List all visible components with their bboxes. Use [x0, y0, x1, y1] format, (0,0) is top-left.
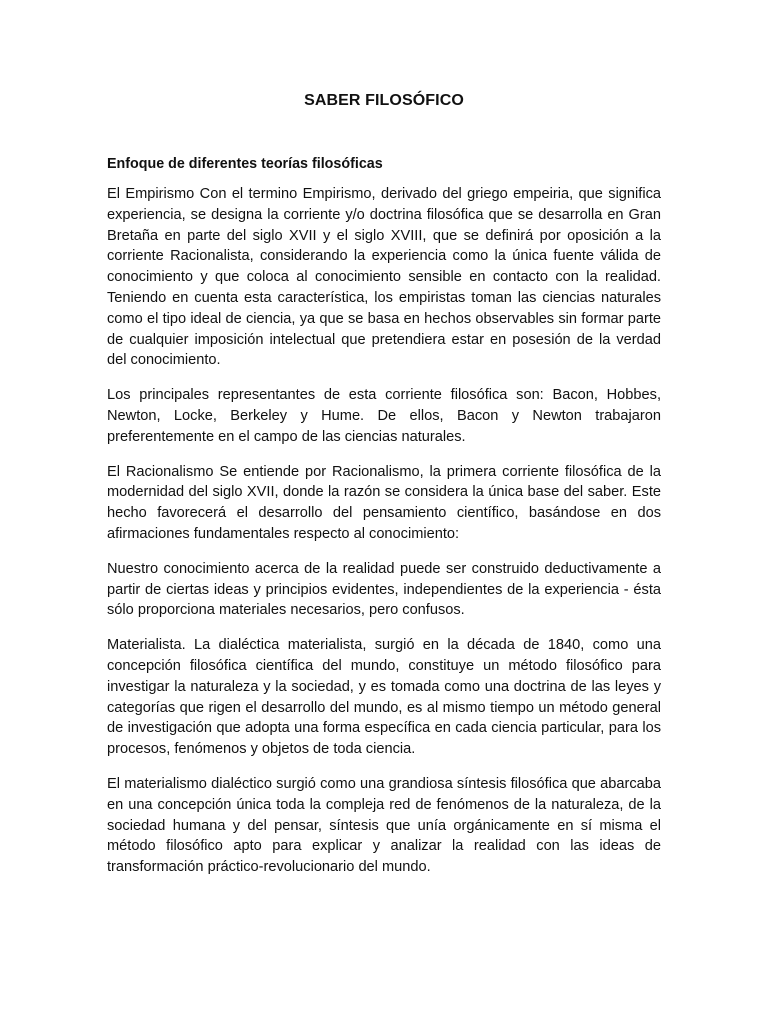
paragraph-racionalismo: El Racionalismo Se entiende por Racionalismo, la primera corriente filosófica de la modernidad del siglo XVII, donde la razón se considera la única base del saber. Este hecho favorecerá el desarrollo del pensamiento científico, basándose en dos afirmaciones fundamentales respecto al conocimiento: — [107, 463, 661, 542]
paragraph-conocimiento: Nuestro conocimiento acerca de la realidad puede ser construido deductivamente a partir de ciertas ideas y principios evidentes, independientes de la experiencia - ésta sólo proporciona materiales necesarios, pero confusos. — [107, 560, 661, 619]
document-body — [107, 155, 661, 892]
paragraph-materialista: Materialista. La dialéctica materialista, surgió en la década de 1840, como una concepción filosófica científica del mundo, constituye un método filosófico para investigar la naturaleza y la sociedad, y es tomada como una doctrina de las leyes y categorías que rigen el desarrollo del mundo, es al mismo tiempo un método general de investigación que adopta una forma específica en cada ciencia particular, para los procesos, fenómenos y objetos de toda ciencia. — [107, 637, 661, 758]
paragraph-materialismo-dialectico: El materialismo dialéctico surgió como una grandiosa síntesis filosófica que abarcaba en una concepción única toda la compleja red de fenómenos de la naturaleza, de la sociedad humana y del pensar, síntesis que unía orgánicamente en sí misma el método filosófico apto para explicar y analizar la realidad con las ideas de transformación práctico-revolucionario del mundo. — [107, 775, 661, 876]
section-subtitle: Enfoque de diferentes teorías filosóficas — [107, 156, 383, 172]
paragraph-empirismo: El Empirismo Con el termino Empirismo, derivado del griego empeiria, que significa experiencia, se designa la corriente y/o doctrina filosófica que se desarrolla en Gran Bretaña en parte del siglo XVII y el siglo XVIII, que se definirá por oposición a la corriente Racionalista, considerando la experiencia como la única fuente válida de conocimiento y que coloca al conocimiento sensible en contacto con la realidad. Teniendo en cuenta esta característica, los empiristas toman las ciencias naturales como el tipo ideal de ciencia, ya que se basa en hechos observables sin formar parte de cualquier imposición intelectual que pretendiera estar en posesión de la verdad del conocimiento. — [107, 186, 661, 369]
page-title: SABER FILOSÓFICO — [304, 92, 464, 109]
paragraph-representantes: Los principales representantes de esta corriente filosófica son: Bacon, Hobbes, Newton, Locke, Berkeley y Hume. De ellos, Bacon y Newton trabajaron preferentemente en el campo de las ciencias naturales. — [107, 387, 661, 445]
